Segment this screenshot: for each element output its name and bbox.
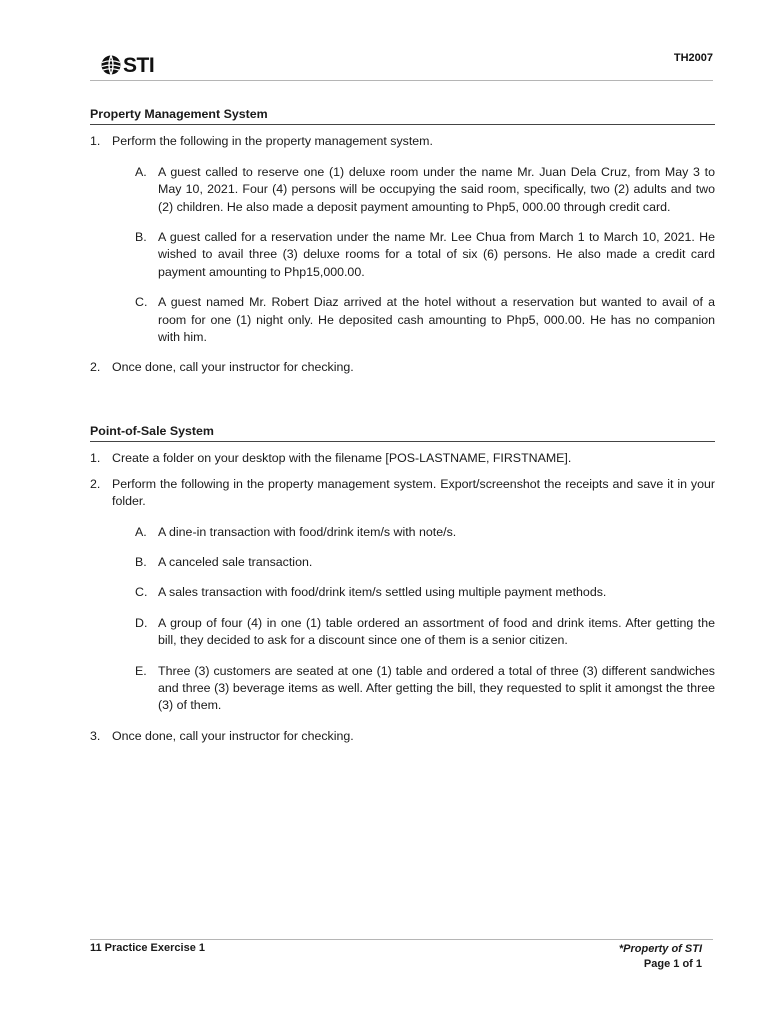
sub-item-letter: B. [135,554,147,569]
sub-item [135,524,715,541]
sub-item [135,663,715,715]
numbered-item [90,728,715,745]
sub-item-text: A group of four (4) in one (1) table ordered an assortment of food and drink items. After getting the bill, they decided to ask for a discount since one of them is a senior citizen. [158,615,715,648]
section [90,106,715,377]
sub-item [135,294,715,346]
sub-item-letter: C. [135,585,148,600]
item-text: Perform the following in the property management system. [112,134,433,149]
sub-list [135,524,715,715]
numbered-item [90,450,715,467]
sub-item-letter: A. [135,164,147,179]
sub-item-text: A canceled sale transaction. [158,554,313,569]
footer-property: *Property of STI [618,943,702,955]
sti-logo [100,52,154,78]
sub-list [135,164,715,347]
header-divider [90,80,713,81]
numbered-item [90,359,715,376]
item-number: 1. [90,134,101,149]
sub-item [135,615,715,650]
sub-item [135,554,715,571]
sub-item-text: A dine-in transaction with food/drink item/s with note/s. [158,524,457,539]
sub-item-text: A guest called to reserve one (1) deluxe room under the name Mr. Juan Dela Cruz, from May 3 to May 10, 2021. Four (4) persons will be occupying the said room, specifically, two (2) adults and two (2) children. He also made a deposit payment amounting to Php5, 000.00 through credit card. [158,164,715,214]
footer-title: 11 Practice Exercise 1 [90,942,205,954]
sub-item-letter: B. [135,230,147,245]
item-text: Perform the following in the property management system. Export/screenshot the receipts and save it in your folder. [112,476,715,509]
document-body [90,106,715,745]
item-number: 2. [90,360,101,375]
sub-item-letter: D. [135,615,148,630]
footer-page-number: Page 1 of 1 [643,958,702,970]
document-code: TH2007 [673,52,713,64]
sub-item-text: A sales transaction with food/drink item/s settled using multiple payment methods. [158,585,607,600]
item-number: 1. [90,451,101,466]
sub-item-letter: E. [135,663,147,678]
item-number: 2. [90,476,101,491]
item-number: 3. [90,728,101,743]
item-text: Once done, call your instructor for checking. [112,360,354,375]
sub-item-text: A guest named Mr. Robert Diaz arrived at the hotel without a reservation but wanted to avail of a room for one (1) night only. He deposited cash amounting to Php5, 000.00. He has no companion with him. [158,295,715,345]
numbered-item [90,133,715,346]
sub-item [135,229,715,281]
sub-item-letter: C. [135,295,148,310]
sub-item-text: A guest called for a reservation under the name Mr. Lee Chua from March 1 to March 10, 2021. He wished to avail three (3) deluxe rooms for a total of six (6) persons. He also made a credit card payment amounting to Php15,000.00. [158,230,715,279]
logo-text: STI [123,53,155,77]
footer-right [619,942,702,972]
globe-icon [100,54,122,76]
sub-item-text: Three (3) customers are seated at one (1) table and ordered a total of three (3) different sandwiches and three (3) beverage items as well. After getting the bill, they requested to split it amongst the three (3) of them. [158,663,715,713]
item-text: Once done, call your instructor for checking. [112,728,354,743]
section-title: Point-of-Sale System [90,423,715,442]
sub-item-letter: A. [135,524,147,539]
sub-item [135,164,715,216]
section-title: Property Management System [90,106,715,125]
item-text: Create a folder on your desktop with the filename [POS-LASTNAME, FIRSTNAME]. [112,451,572,466]
section [90,423,715,745]
footer-divider [90,939,713,940]
sub-item [135,584,715,601]
numbered-item [90,476,715,715]
